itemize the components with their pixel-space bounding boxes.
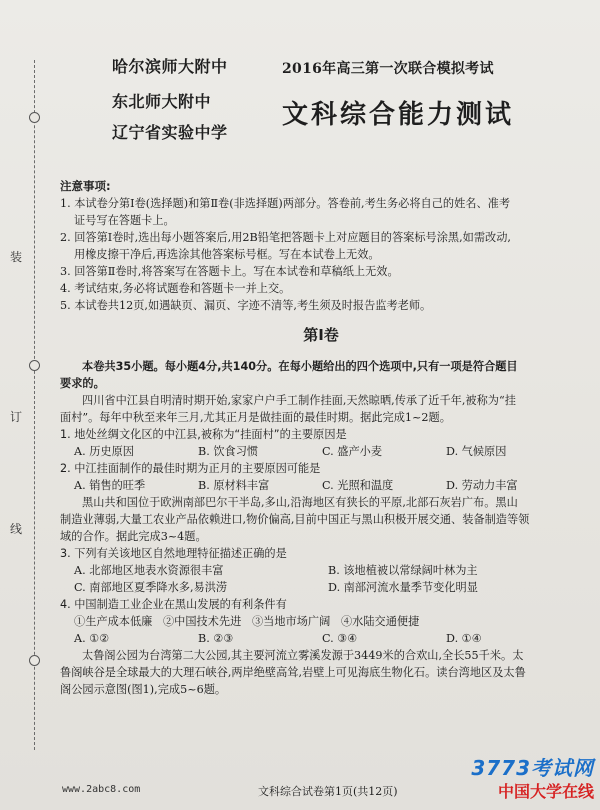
school-name: 哈尔滨师大附中 bbox=[112, 57, 228, 76]
question-stem: 4. 中国制造工业企业在黑山发展的有利条件有 bbox=[60, 598, 287, 611]
option: A. 销售的旺季 bbox=[74, 479, 146, 492]
question-options bbox=[60, 630, 582, 647]
option: C. 盛产小麦 bbox=[322, 445, 383, 458]
binding-hole-icon bbox=[29, 655, 40, 666]
notice-line: 2. 回答第Ⅰ卷时,选出每小题答案后,用2B铅笔把答题卡上对应题目的答案标号涂黑,如需改动, bbox=[60, 231, 511, 244]
exam-name: 2016年高三第一次联合模拟考试 bbox=[282, 61, 494, 77]
option: D. 南部河流水量季节变化明显 bbox=[328, 581, 478, 594]
question-options bbox=[60, 443, 582, 460]
section-instruction: 要求的。 bbox=[60, 377, 105, 390]
option: C. 南部地区夏季降水多,易洪涝 bbox=[74, 581, 228, 594]
question-options bbox=[60, 579, 582, 596]
exam-title: 文科综合能力测试 bbox=[282, 100, 515, 130]
question-options bbox=[60, 477, 582, 494]
notice-line: 4. 考试结束,务必将试题卷和答题卡一并上交。 bbox=[60, 282, 291, 295]
option: B. 饮食习惯 bbox=[198, 445, 259, 458]
option: B. ②③ bbox=[198, 632, 234, 645]
binding-dashed-line bbox=[34, 60, 35, 750]
option: A. 北部地区地表水资源很丰富 bbox=[74, 564, 224, 577]
watermark-subtitle: 中国大学在线 bbox=[497, 782, 594, 801]
school-name: 东北师大附中 bbox=[112, 92, 212, 111]
notice-line: 证号写在答题卡上。 bbox=[74, 214, 175, 227]
question-stem: 1. 地处丝绸文化区的中江县,被称为“挂面村”的主要原因是 bbox=[60, 428, 347, 441]
section-title: 第Ⅰ卷 bbox=[303, 326, 339, 344]
option: A. 历史原因 bbox=[74, 445, 134, 458]
notice-line: 1. 本试卷分第Ⅰ卷(选择题)和第Ⅱ卷(非选择题)两部分。答卷前,考生务必将自己的姓名、准考 bbox=[60, 197, 511, 210]
option: A. ①② bbox=[74, 632, 110, 645]
option: C. ③④ bbox=[322, 632, 358, 645]
notice-line: 3. 回答第Ⅱ卷时,将答案写在答题卡上。写在本试卷和草稿纸上无效。 bbox=[60, 265, 399, 278]
question-options bbox=[60, 562, 582, 579]
binding-strip bbox=[0, 0, 48, 810]
footer-url: www.2abc8.com bbox=[62, 784, 141, 795]
passage-line: 制造业薄弱,大量工农业产品依赖进口,物价偏高,目前中国正与黑山积极开展交通、装备制造等领 bbox=[60, 513, 530, 526]
watermark-number: 3773考试网 bbox=[471, 756, 594, 780]
binding-char-ding: 订 bbox=[10, 410, 23, 424]
passage-line: 鲁阁峡谷是全球最大的大理石峡谷,两岸绝壁高耸,岩壁上可见海底生物化石。读台湾地区及太鲁 bbox=[60, 666, 526, 679]
notice-line: 用橡皮擦干净后,再选涂其他答案标号框。写在本试卷上无效。 bbox=[74, 248, 380, 261]
notice-line: 5. 本试卷共12页,如遇缺页、漏页、字迹不清等,考生须及时报告监考老师。 bbox=[60, 299, 432, 312]
passage-line: 阁公园示意图(图1),完成5~6题。 bbox=[60, 683, 227, 696]
option: B. 该地植被以常绿阔叶林为主 bbox=[328, 564, 478, 577]
option: B. 原材料丰富 bbox=[198, 479, 270, 492]
option: D. ①④ bbox=[446, 632, 482, 645]
question-stem: 2. 中江挂面制作的最佳时期为正月的主要原因可能是 bbox=[60, 462, 321, 475]
section-instruction: 本卷共35小题。每小题4分,共140分。在每小题给出的四个选项中,只有一项是符合题目 bbox=[82, 360, 518, 373]
passage-line: 域的合作。据此完成3~4题。 bbox=[60, 530, 207, 543]
passage-line: 黑山共和国位于欧洲南部巴尔干半岛,多山,沿海地区有狭长的平原,北部石灰岩广布。黑山 bbox=[82, 496, 518, 509]
passage-line: 太鲁阁公园为台湾第二大公园,其主要河流立雾溪发源于3449米的合欢山,全长55千米。太 bbox=[82, 649, 524, 662]
exam-header bbox=[282, 58, 542, 131]
question-items: ①生产成本低廉 ②中国技术先进 ③当地市场广阔 ④水陆交通便捷 bbox=[74, 615, 420, 628]
notice-block bbox=[60, 178, 582, 314]
school-list bbox=[112, 54, 252, 145]
footer-page-number: 文科综合试卷第1页(共12页) bbox=[258, 785, 398, 798]
exam-content bbox=[60, 178, 582, 698]
option: C. 光照和温度 bbox=[322, 479, 394, 492]
option: D. 劳动力丰富 bbox=[446, 479, 518, 492]
binding-char-xian: 线 bbox=[10, 522, 23, 536]
passage-line: 面村”。每年中秋至来年三月,尤其正月是做挂面的最佳时期。据此完成1~2题。 bbox=[60, 411, 451, 424]
notice-title: 注意事项: bbox=[60, 179, 111, 193]
site-watermark bbox=[470, 752, 594, 802]
binding-hole-icon bbox=[29, 360, 40, 371]
passage-line: 四川省中江县自明清时期开始,家家户户手工制作挂面,天然晾晒,传承了近千年,被称为“挂 bbox=[82, 394, 516, 407]
binding-char-zhuang: 装 bbox=[10, 250, 23, 264]
question-stem: 3. 下列有关该地区自然地理特征描述正确的是 bbox=[60, 547, 287, 560]
school-name: 辽宁省实验中学 bbox=[112, 123, 228, 142]
binding-hole-icon bbox=[29, 112, 40, 123]
option: D. 气候原因 bbox=[446, 445, 507, 458]
